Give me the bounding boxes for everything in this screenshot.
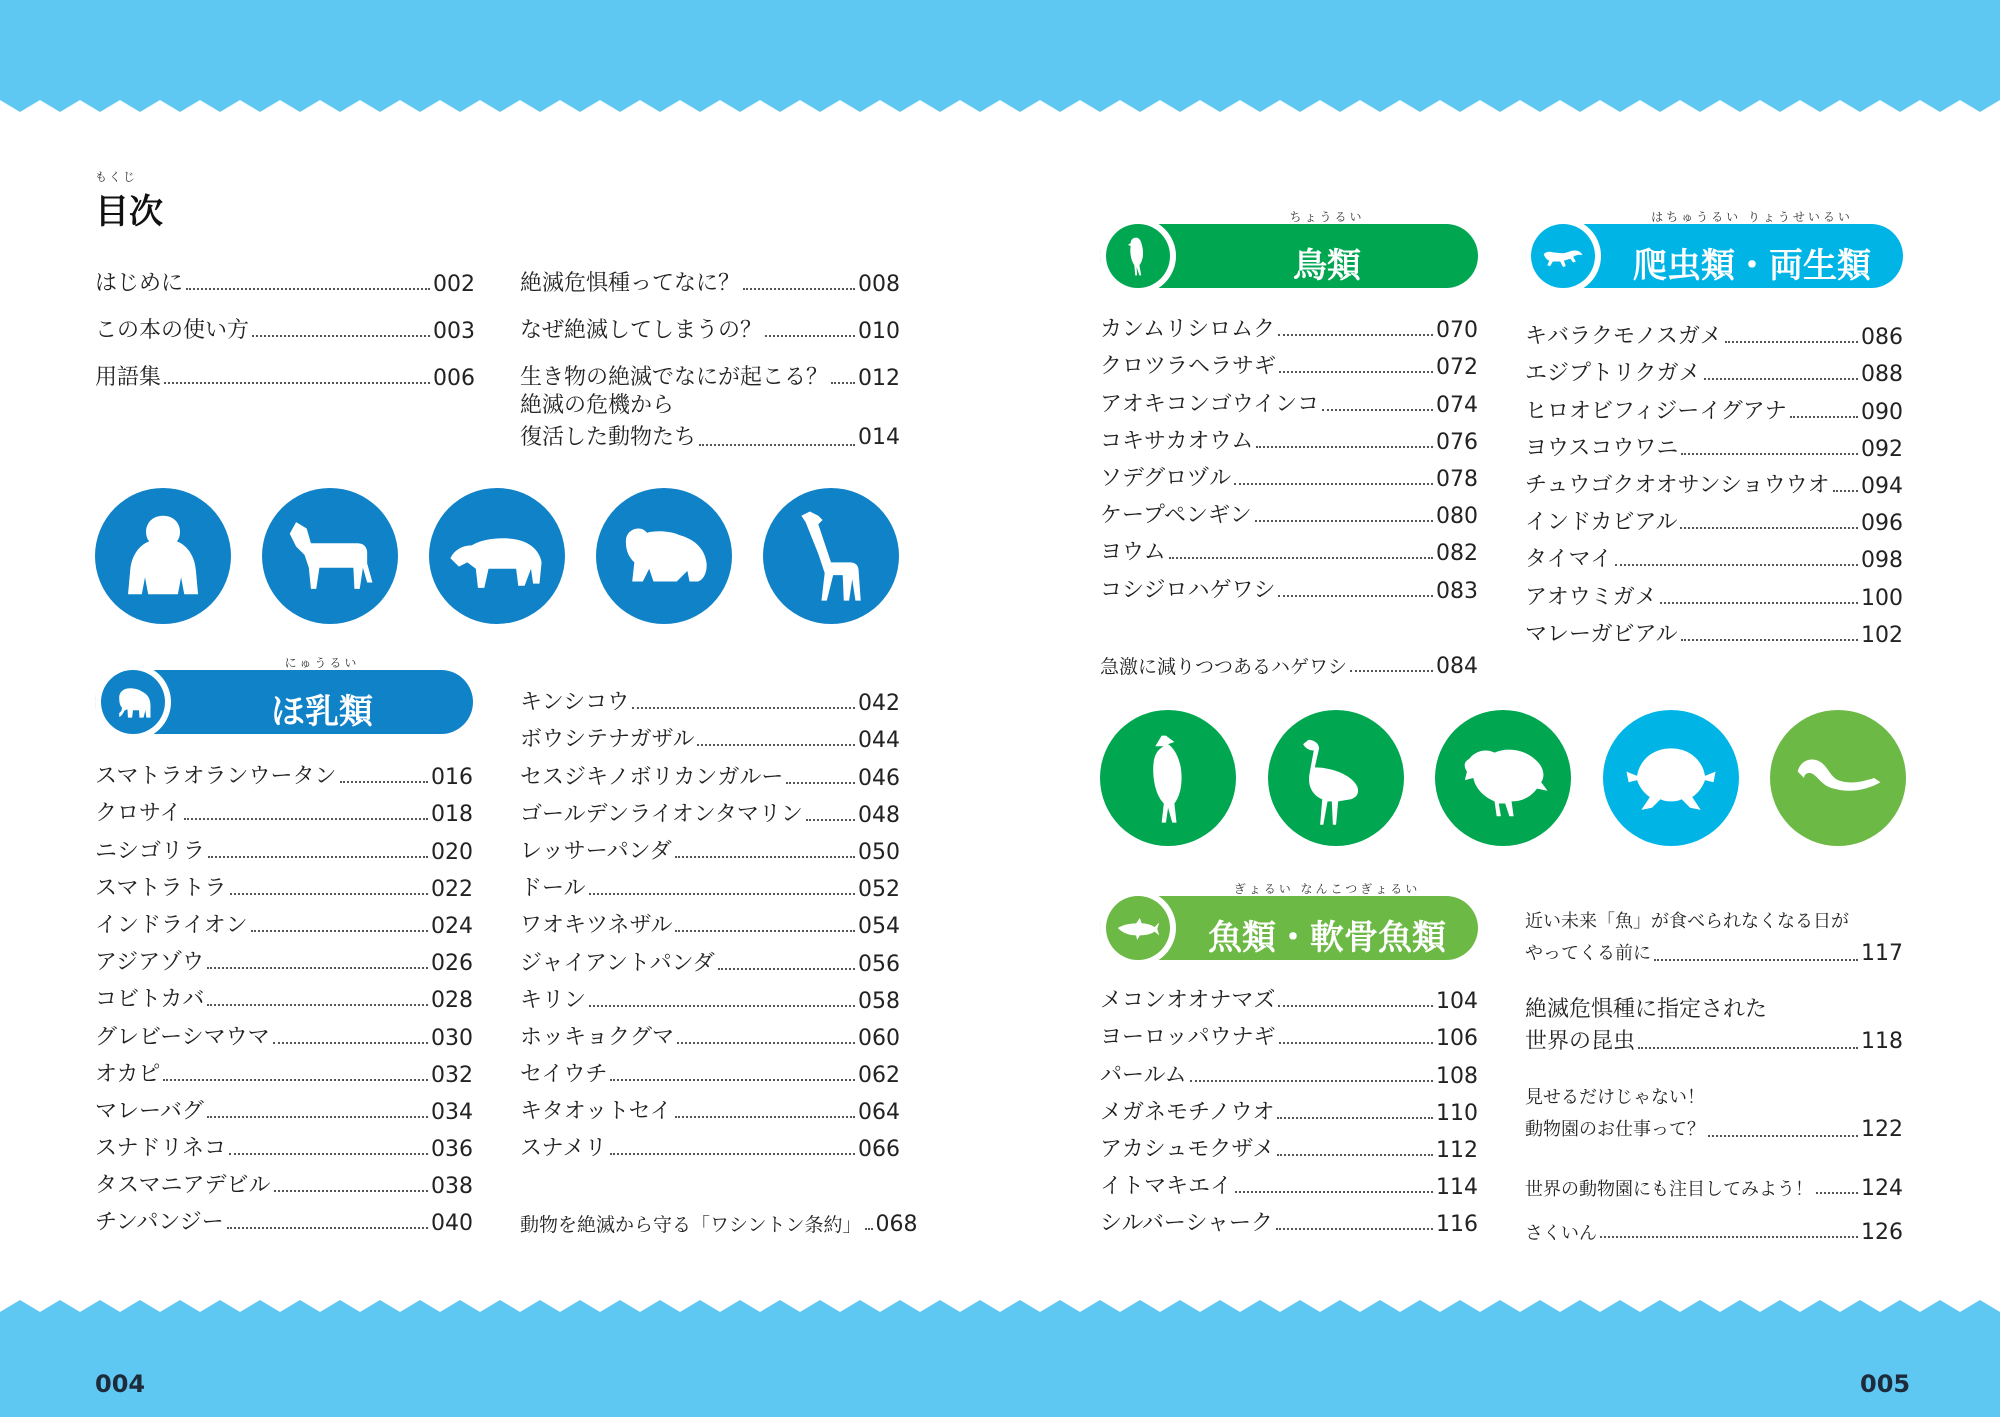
tapir-icon (429, 488, 565, 624)
toc-entry[interactable]: コシジロハゲワシ 083 (1100, 577, 1478, 604)
toc-entry[interactable]: なぜ絶滅してしまうの？ 010 (520, 318, 900, 344)
page-number-left: 004 (95, 1370, 146, 1398)
toc-entry[interactable]: キタオットセイ 064 (520, 1099, 900, 1126)
intro-toc-right (520, 250, 900, 391)
toc-entry[interactable]: 生き物の絶滅でなにが起こる？ 012 (520, 365, 900, 391)
toc-entry[interactable]: セイウチ 062 (520, 1062, 900, 1089)
fish-section-banner: ぎょるい なんこつぎょるい 魚類・軟骨魚類 (1100, 896, 1478, 960)
toc-entry[interactable]: メガネモチノウオ 110 (1100, 1099, 1478, 1126)
toc-entry[interactable]: アカシュモクザメ 112 (1100, 1136, 1478, 1163)
toc-entry[interactable]: ホッキョクグマ 060 (520, 1024, 900, 1051)
zebra-icon (262, 488, 398, 624)
intro-two-line-entry[interactable]: 絶滅の危機から 復活した動物たち 014 (520, 393, 900, 450)
toc-entry[interactable]: ケープペンギン 080 (1100, 503, 1478, 530)
toc-entry[interactable]: ボウシテナガザル 044 (520, 727, 900, 754)
toc-entry[interactable]: キリン 058 (520, 987, 900, 1014)
toc-entry[interactable]: マレーバグ 034 (95, 1098, 473, 1125)
shark-icon (1106, 896, 1170, 960)
toc-entry[interactable]: シルバーシャーク 116 (1100, 1211, 1478, 1238)
extra-entry-zoo-work[interactable]: 見せるだけじゃない！ 動物園のお仕事って？ 122 (1525, 1087, 1903, 1142)
toc-entry[interactable]: アオウミガメ 100 (1525, 584, 1903, 611)
toc-entry[interactable]: 急激に減りつつあるハゲワシ 084 (1100, 654, 1478, 679)
toc-entry[interactable]: ニシゴリラ 020 (95, 838, 473, 865)
parrot-icon (1435, 710, 1571, 846)
toc-entry[interactable]: レッサーパンダ 050 (520, 838, 900, 865)
toc-entry[interactable]: スナドリネコ 036 (95, 1136, 473, 1163)
toc-entry[interactable]: オカピ 032 (95, 1061, 473, 1088)
section-title: ほ乳類 (271, 692, 373, 732)
toc-entry[interactable]: ワオキツネザル 054 (520, 913, 900, 940)
reptiles-section-banner: はちゅうるい りょうせいるい 爬虫類・両生類 (1525, 224, 1903, 288)
giraffe-icon (763, 488, 899, 624)
bear-icon (596, 488, 732, 624)
banner-badge (1525, 218, 1601, 294)
section-title: 爬虫類・両生類 (1633, 246, 1871, 286)
toc-entry[interactable]: インドカビアル 096 (1525, 510, 1903, 537)
gorilla-icon (95, 488, 231, 624)
lizard-icon (1531, 224, 1595, 288)
toc-entry[interactable]: ヨウスコウワニ 092 (1525, 435, 1903, 462)
toc-entry[interactable]: ジャイアントパンダ 056 (520, 950, 900, 977)
section-title: 魚類・軟骨魚類 (1208, 918, 1446, 958)
toc-entry[interactable]: チュウゴクオオサンショウウオ 094 (1525, 472, 1903, 499)
toc-entry[interactable]: 用語集 006 (95, 365, 475, 391)
title-ruby: もくじ (95, 170, 138, 184)
extras-toc (1525, 1157, 1903, 1245)
mammals-toc-col2 (520, 679, 900, 1162)
toc-entry[interactable]: アジアゾウ 026 (95, 950, 473, 977)
toc-entry[interactable]: さくいん 126 (1525, 1220, 1903, 1245)
washington-entry-list (520, 1200, 918, 1237)
toc-entry[interactable]: タイマイ 098 (1525, 547, 1903, 574)
bird-icon (1106, 224, 1170, 288)
contents-title-block (95, 168, 163, 233)
toc-entry[interactable]: スナメリ 066 (520, 1136, 900, 1163)
cockatoo-icon (1100, 710, 1236, 846)
toc-entry[interactable]: アオキコンゴウインコ 074 (1100, 391, 1478, 418)
page-title: 目次 (95, 192, 163, 232)
top-wave-band (0, 0, 2000, 125)
turtle-icon (1603, 710, 1739, 846)
reptiles-toc (1525, 313, 1903, 648)
toc-entry[interactable]: ヒロオビフィジーイグアナ 090 (1525, 398, 1903, 425)
crane-icon (1268, 710, 1404, 846)
mammals-toc-col1 (95, 753, 473, 1236)
toc-entry[interactable]: カンムリシロムク 070 (1100, 317, 1478, 344)
elephant-icon (101, 670, 165, 734)
toc-entry[interactable]: ドール 052 (520, 876, 900, 903)
banner-badge (1100, 218, 1176, 294)
toc-entry[interactable]: パールム 108 (1100, 1062, 1478, 1089)
intro-toc-left (95, 250, 475, 391)
toc-entry[interactable]: 動物を絶滅から守る「ワシントン条約」 068 (520, 1212, 918, 1237)
toc-entry[interactable]: グレビーシマウマ 030 (95, 1024, 473, 1051)
toc-entry[interactable]: エジプトリクガメ 088 (1525, 361, 1903, 388)
toc-entry[interactable]: ヨウム 082 (1100, 540, 1478, 567)
toc-entry[interactable]: スマトラトラ 022 (95, 875, 473, 902)
toc-entry[interactable]: クロサイ 018 (95, 801, 473, 828)
birds-toc (1100, 306, 1478, 604)
page-number-right: 005 (1860, 1370, 1911, 1398)
toc-entry[interactable]: インドライオン 024 (95, 912, 473, 939)
toc-entry[interactable]: この本の使い方 003 (95, 318, 475, 344)
toc-entry[interactable]: キバラクモノスガメ 086 (1525, 324, 1903, 351)
banner-badge (95, 664, 171, 740)
toc-entry[interactable]: はじめに 002 (95, 271, 475, 297)
toc-entry[interactable]: 世界の動物園にも注目してみよう！ 124 (1525, 1176, 1903, 1201)
toc-entry[interactable]: メコンオオナマズ 104 (1100, 988, 1478, 1015)
toc-entry[interactable]: 絶滅危惧種ってなに？ 008 (520, 271, 900, 297)
eel-icon (1770, 710, 1906, 846)
toc-entry[interactable]: イトマキエイ 114 (1100, 1174, 1478, 1201)
toc-entry[interactable]: ソデグロヅル 078 (1100, 465, 1478, 492)
toc-entry[interactable]: ヨーロッパウナギ 106 (1100, 1025, 1478, 1052)
banner-badge (1100, 890, 1176, 966)
toc-entry[interactable]: スマトラオランウータン 016 (95, 764, 473, 791)
toc-entry[interactable]: コビトカバ 028 (95, 987, 473, 1014)
vulture-note-list (1100, 642, 1478, 679)
section-title: 鳥類 (1293, 246, 1361, 286)
toc-entry[interactable]: タスマニアデビル 038 (95, 1173, 473, 1200)
toc-entry[interactable]: ゴールデンライオンタマリン 048 (520, 801, 900, 828)
toc-entry[interactable]: クロツラヘラサギ 072 (1100, 354, 1478, 381)
bottom-wave-band (0, 1300, 2000, 1417)
mammals-section-banner: にゅうるい ほ乳類 (95, 670, 473, 734)
toc-entry[interactable]: セスジキノボリカンガルー 046 (520, 764, 900, 791)
toc-entry[interactable]: チンパンジー 040 (95, 1210, 473, 1237)
toc-entry[interactable]: コキサカオウム 076 (1100, 428, 1478, 455)
extra-entry-fish-future[interactable]: 近い未来「魚」が食べられなくなる日が やってくる前に 117 (1525, 911, 1903, 966)
extra-entry-insects[interactable]: 絶滅危惧種に指定された 世界の昆虫 118 (1525, 997, 1903, 1054)
toc-entry[interactable]: マレーガビアル 102 (1525, 621, 1903, 648)
toc-entry[interactable]: キンシコウ 042 (520, 690, 900, 717)
fish-toc (1100, 977, 1478, 1237)
birds-section-banner: ちょうるい 鳥類 (1100, 224, 1478, 288)
